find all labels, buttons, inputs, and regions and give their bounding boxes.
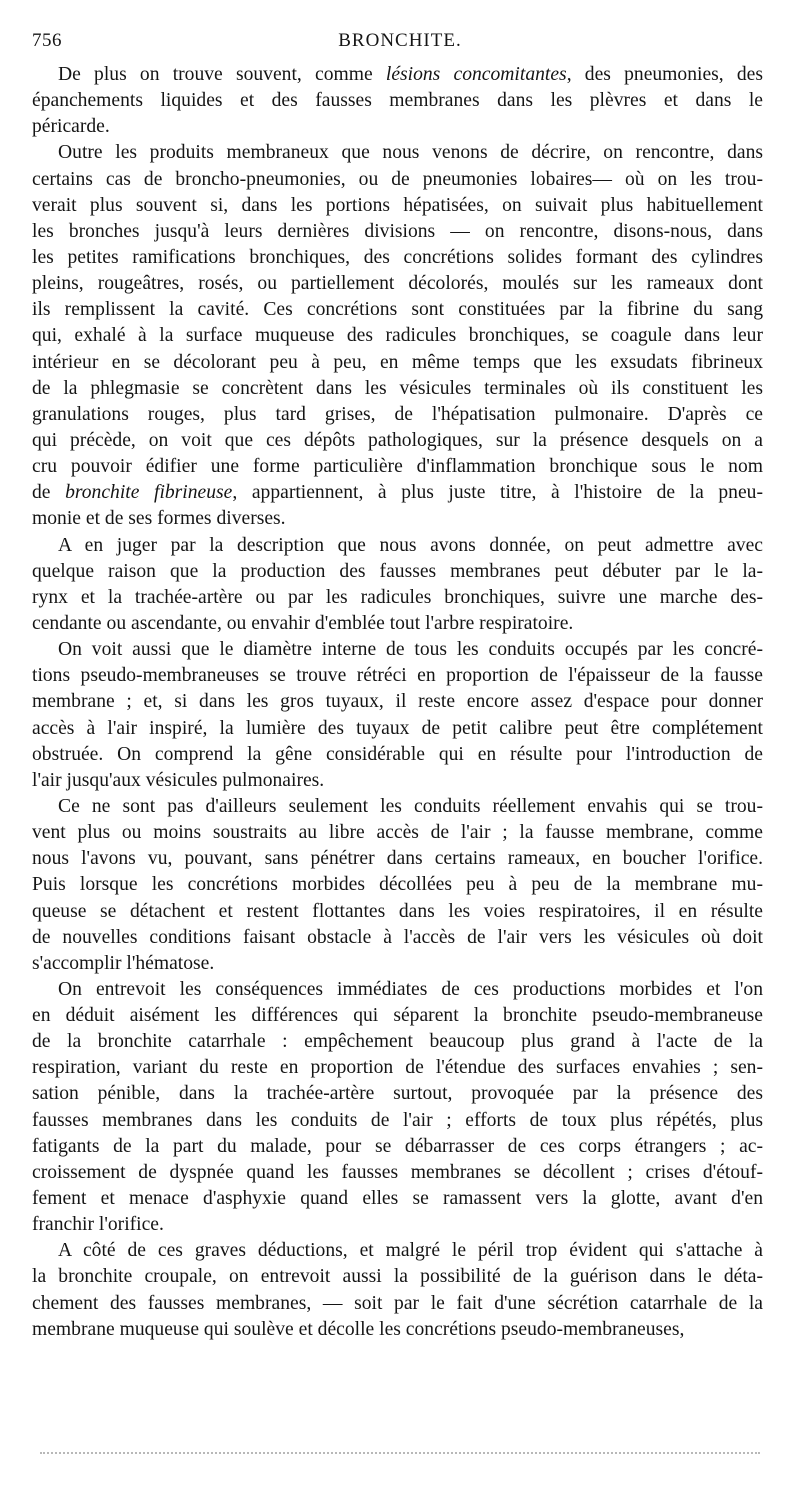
italic-term: bronchite fibrineuse [65,482,233,504]
text-line: obstruée. On comprend la gêne considérable qui en résulte pour l'introduction de [32,743,763,765]
paragraph [32,140,763,532]
text-line: verait plus souvent si, dans les portions hépatisées, on suivait plus habituellement [32,194,763,216]
text-line: fatigants de la part du malade, pour se débarrasser de ces corps étrangers ; ac- [32,1135,763,1157]
text-line: cru pouvoir édifier une forme particulière d'inflammation bronchique sous le nom [32,456,763,478]
paragraph [32,1238,763,1343]
text-line: certains cas de broncho-pneumonies, ou de pneumonies lobaires— où on les trou- [32,168,763,190]
italic-term: lésions concomitantes [385,64,567,85]
text-line: qui, exhalé à la surface muqueuse des radicules bronchiques, se coagule dans leur [32,325,763,347]
text-line: accès à l'air inspiré, la lumière des tuyaux de petit calibre peut être complétement [32,717,763,739]
text-line: de nouvelles conditions faisant obstacle à l'accès de l'air vers les vésicules où doit [32,926,763,948]
paragraph [32,977,763,1238]
text-line: sation pénible, dans la trachée-artère surtout, provoquée par la présence des [32,1083,763,1105]
text-line: de bronchite fibrineuse, appartiennent, à plus juste titre, à l'histoire de la pneu- [32,482,763,504]
text-line: monie et de ses formes diverses. [32,508,286,530]
text-line: On voit aussi que le diamètre interne de tous les conduits occupés par les concré- [58,639,763,661]
text-line: Ce ne sont pas d'ailleurs seulement les conduits réellement envahis qui se trou- [58,795,763,817]
paragraph [32,794,763,977]
text-line: les bronches jusqu'à leurs dernières divisions — on rencontre, disons-nous, dans [32,220,763,242]
text-line: en déduit aisément les différences qui séparent la bronchite pseudo-membraneuse [32,1005,763,1027]
text-line: tions pseudo-membraneuses se trouve rétréci en proportion de l'épaisseur de la fausse [32,665,763,687]
paragraph [32,637,763,794]
text-line: On entrevoit les conséquences immédiates de ces productions morbides et l'on [58,978,763,1000]
text-line: fausses membranes dans les conduits de l'air ; efforts de toux plus répétés, plus [32,1109,763,1131]
text-line: Puis lorsque les concrétions morbides décollées peu à peu de la membrane mu- [32,874,763,896]
paragraph [32,62,763,140]
text-line: rynx et la trachée-artère ou par les radicules bronchiques, suivre une marche des- [32,586,763,608]
text-line: vent plus ou moins soustraits au libre accès de l'air ; la fausse membrane, comme [32,822,763,844]
text-line: queuse se détachent et restent flottantes dans les voies respiratoires, il en résulte [32,900,763,922]
text-line: Outre les produits membraneux que nous venons de décrire, on rencontre, dans [58,142,763,164]
text-line: péricarde. [32,116,110,138]
text-line: intérieur en se décolorant peu à peu, en même temps que les exsudats fibrineux [32,351,763,373]
page-number: 756 [32,30,62,51]
text-line: granulations rouges, plus tard grises, de l'hépatisation pulmonaire. D'après ce [32,403,763,425]
text-line: membrane ; et, si dans les gros tuyaux, il reste encore assez d'espace pour donner [32,691,763,713]
text-line: croissement de dyspnée quand les fausses membranes se décollent ; crises d'étouf- [32,1161,763,1183]
text-line: franchir l'orifice. [32,1214,164,1236]
text-line: fement et menace d'asphyxie quand elles se ramassent vers la glotte, avant d'en [32,1188,763,1210]
running-title: BRONCHITE. [338,30,462,51]
text-line: qui précède, on voit que ces dépôts pathologiques, sur la présence desquels on a [32,429,763,451]
text-line: cendante ou ascendante, ou envahir d'emblée tout l'arbre respiratoire. [32,612,574,634]
text-line: les petites ramifications bronchiques, des concrétions solides formant des cylindres [32,246,763,268]
text-line: de la bronchite catarrhale : empêchement beaucoup plus grand à l'acte de la [32,1031,763,1053]
bottom-rule [40,1452,760,1462]
text-line: s'accomplir l'hématose. [32,952,215,974]
text-line: la bronchite croupale, on entrevoit aussi la possibilité de la guérison dans le déta- [32,1266,763,1288]
text-line: quelque raison que la production des fausses membranes peut débuter par le la- [32,560,763,582]
page-header [32,30,768,58]
text-line: de la phlegmasie se concrètent dans les vésicules terminales où ils constituent les [32,377,763,399]
text-line: membrane muqueuse qui soulève et décolle les concrétions pseudo-membraneuses, [32,1318,685,1340]
text-line: chement des fausses membranes, — soit par le fait d'une sécrétion catarrhale de la [32,1292,763,1314]
body-text [32,62,763,1343]
text-line: épanchements liquides et des fausses membranes dans les plèvres et dans le [32,90,763,112]
text-line: l'air jusqu'aux vésicules pulmonaires. [32,769,325,791]
text-line: pleins, rougeâtres, rosés, ou partiellement décolorés, moulés sur les rameaux dont [32,273,763,295]
text-line: nous l'avons vu, pouvant, sans pénétrer dans certains rameaux, en boucher l'orifice. [32,848,763,870]
text-line: respiration, variant du reste en proportion de l'étendue des surfaces envahies ; sen- [32,1057,763,1079]
paragraph [32,533,763,638]
text-line: De plus on trouve souvent, comme lésions concomitantes, des pneumonies, des [58,64,763,85]
text-line: ils remplissent la cavité. Ces concrétions sont constituées par la fibrine du sang [32,299,763,321]
text-line: A en juger par la description que nous avons donnée, on peut admettre avec [58,534,763,556]
text-line: A côté de ces graves déductions, et malgré le péril trop évident qui s'attache à [58,1240,763,1262]
